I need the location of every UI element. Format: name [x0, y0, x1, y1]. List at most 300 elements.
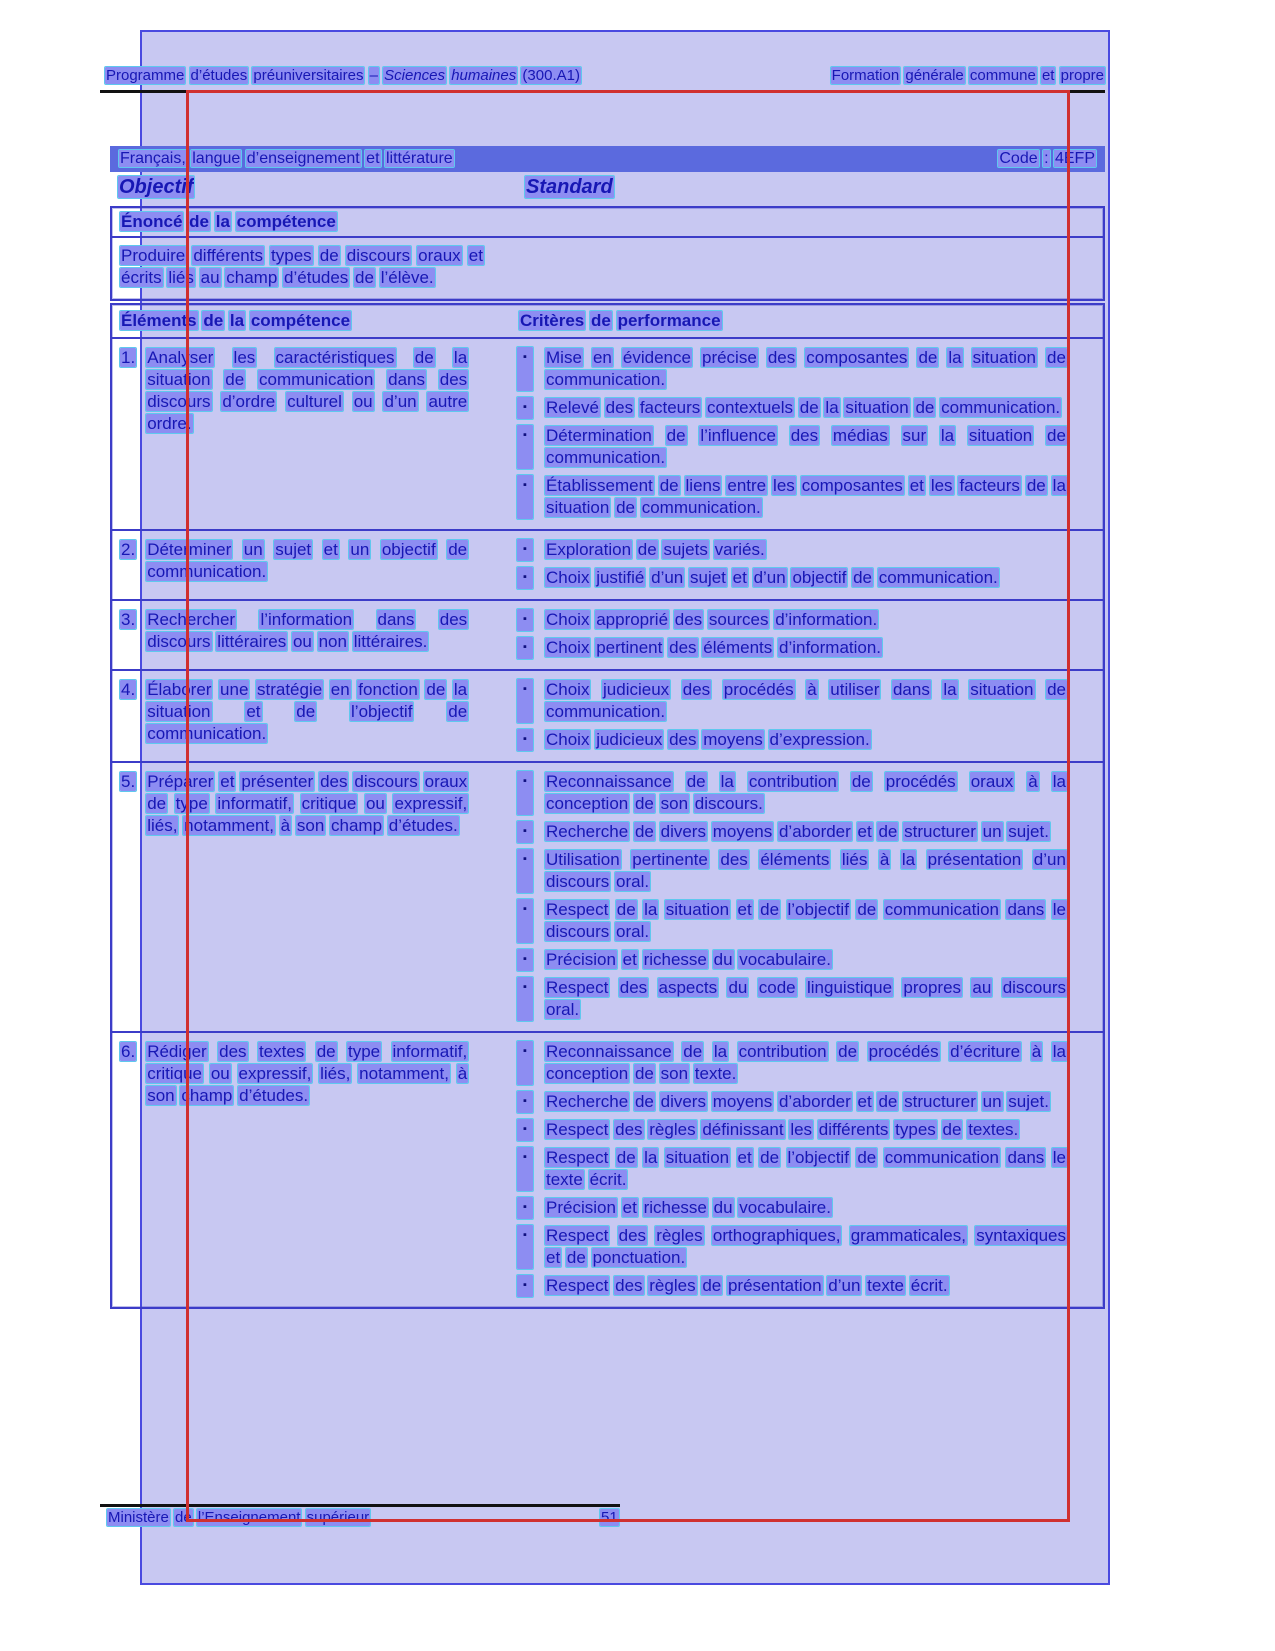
criterion-text — [545, 347, 1067, 391]
word-highlight-box: d’études. — [239, 1086, 309, 1105]
bullet-icon: ▪ — [517, 849, 533, 893]
word-highlight-box: notamment, — [184, 816, 274, 835]
word-highlight-box: du — [713, 1198, 733, 1217]
criterion-text — [545, 1091, 1067, 1113]
word-highlight-box: d’un — [384, 392, 417, 411]
footer-rule — [100, 1504, 620, 1507]
word-highlight-box: compétence — [236, 212, 336, 231]
criterion-text — [545, 1041, 1067, 1085]
table-header-row — [112, 305, 1103, 337]
word-highlight-box: dans — [1007, 1148, 1045, 1167]
word-highlight-box: sujet. — [1008, 1092, 1049, 1111]
word-highlight-box: situation — [665, 1148, 730, 1167]
word-highlight-box: moyens — [703, 730, 763, 749]
bullet-icon: ▪ — [517, 977, 533, 1021]
word-highlight-box: Reconnaissance — [546, 1042, 672, 1061]
word-highlight-box: les — [930, 476, 953, 495]
word-highlight-box: d’enseignement — [246, 150, 360, 167]
criteres-heading — [519, 311, 1103, 331]
word-highlight-box: facteurs — [959, 476, 1020, 495]
word-highlight-box: Formation — [831, 67, 900, 84]
word-highlight-box: de — [799, 398, 819, 417]
word-highlight-box: et — [857, 822, 872, 841]
word-highlight-box: du — [713, 950, 733, 969]
word-highlight-box: Standard — [526, 176, 613, 198]
criteria-cell — [517, 531, 1103, 599]
word-highlight-box: d’ordre — [222, 392, 276, 411]
word-highlight-box: discours — [354, 772, 418, 791]
word-highlight-box: Respect — [546, 1148, 609, 1167]
word-highlight-box: de — [760, 900, 780, 919]
word-highlight-box: de — [616, 498, 635, 517]
word-highlight-box: la — [948, 348, 962, 367]
word-highlight-box: Choix — [546, 680, 590, 699]
word-highlight-box: discours — [346, 246, 411, 265]
word-highlight-box: pertinente — [632, 850, 708, 869]
word-highlight-box: des — [439, 370, 468, 389]
word-highlight-box: communication. — [641, 498, 761, 517]
criterion-text — [545, 1147, 1067, 1191]
word-highlight-box: champ — [226, 268, 278, 287]
word-highlight-box: Recherche — [546, 822, 629, 841]
word-highlight-box: utiliser — [830, 680, 880, 699]
word-highlight-box: la — [825, 398, 839, 417]
word-highlight-box: des — [619, 978, 648, 997]
word-highlight-box: 1. — [121, 348, 136, 367]
word-highlight-box: liés, — [320, 1064, 351, 1083]
word-highlight-box: son — [296, 816, 325, 835]
word-highlight-box: liés — [841, 850, 868, 869]
word-highlight-box: types — [271, 246, 312, 265]
word-highlight-box: à — [457, 1064, 468, 1083]
word-highlight-box: situation — [147, 370, 211, 389]
word-highlight-box: 6. — [121, 1042, 136, 1061]
word-highlight-box: de — [634, 794, 654, 813]
word-highlight-box: présenter — [241, 772, 314, 791]
word-highlight-box: Respect — [546, 1120, 609, 1139]
word-highlight-box: de — [591, 311, 611, 330]
word-highlight-box: de — [637, 540, 657, 559]
word-highlight-box: compétence — [250, 311, 351, 330]
word-highlight-box: autre — [428, 392, 468, 411]
element-cell — [112, 671, 517, 761]
word-highlight-box: oral. — [546, 1000, 580, 1019]
word-highlight-box: Ministère — [108, 1509, 169, 1526]
word-highlight-box: Produire — [121, 246, 186, 265]
course-code — [998, 150, 1096, 168]
word-highlight-box: Programme — [106, 67, 185, 84]
word-highlight-box: la — [215, 212, 230, 231]
word-highlight-box: discours — [546, 872, 610, 891]
word-highlight-box: procédés — [868, 1042, 939, 1061]
word-highlight-box: sujet — [275, 540, 312, 559]
word-highlight-box: texte. — [694, 1064, 737, 1083]
word-highlight-box: Respect — [546, 1276, 609, 1295]
word-highlight-box: les — [790, 1120, 813, 1139]
word-highlight-box: la — [1052, 476, 1066, 495]
element-text — [146, 609, 468, 661]
criterion-text — [545, 949, 1067, 971]
criterion-item — [517, 1275, 1089, 1297]
word-highlight-box: discours — [147, 632, 211, 651]
word-highlight-box: de — [878, 822, 898, 841]
word-highlight-box: en — [330, 680, 350, 699]
word-highlight-box: caractéristiques — [275, 348, 395, 367]
criterion-text — [545, 1275, 1067, 1297]
word-highlight-box: la — [229, 311, 245, 330]
word-highlight-box: de — [203, 311, 224, 330]
word-highlight-box: expressif, — [394, 794, 468, 813]
word-highlight-box: de — [1047, 348, 1066, 367]
word-highlight-box: humaines — [451, 67, 517, 84]
word-highlight-box: de — [189, 212, 209, 231]
word-highlight-box: Français, — [120, 150, 186, 167]
word-highlight-box: d’aborder — [778, 822, 851, 841]
criterion-text — [545, 849, 1067, 893]
word-highlight-box: de — [702, 1276, 722, 1295]
word-highlight-box: textes. — [968, 1120, 1019, 1139]
word-highlight-box: de — [666, 426, 686, 445]
word-highlight-box: le — [1052, 1148, 1066, 1167]
word-highlight-box: l’influence — [700, 426, 776, 445]
word-highlight-box: au — [200, 268, 220, 287]
word-highlight-box: 5. — [121, 772, 136, 791]
word-highlight-box: Sciences — [384, 67, 446, 84]
word-highlight-box: et — [732, 568, 747, 587]
word-highlight-box: de — [760, 1148, 780, 1167]
word-highlight-box: de — [659, 476, 679, 495]
word-highlight-box: la — [901, 850, 916, 869]
word-highlight-box: l’objectif — [787, 900, 849, 919]
word-highlight-box: d’un — [828, 1276, 861, 1295]
word-highlight-box: communication. — [941, 398, 1061, 417]
word-highlight-box: éléments — [703, 638, 773, 657]
word-highlight-box: littéraires. — [353, 632, 428, 651]
word-highlight-box: des — [767, 348, 796, 367]
running-header-right — [822, 66, 1105, 86]
word-highlight-box: communication. — [546, 702, 666, 721]
word-highlight-box: situation — [972, 348, 1036, 367]
word-highlight-box: des — [605, 398, 634, 417]
word-highlight-box: : — [1044, 150, 1049, 167]
word-highlight-box: les — [233, 348, 256, 367]
bullet-icon: ▪ — [517, 1147, 533, 1191]
bullet-icon: ▪ — [517, 1091, 533, 1113]
table-row — [112, 761, 1103, 1031]
word-highlight-box: texte — [867, 1276, 905, 1295]
criterion-text — [545, 821, 1067, 843]
word-highlight-box: des — [615, 1276, 643, 1295]
word-highlight-box: de — [686, 772, 706, 791]
bullet-icon: ▪ — [517, 729, 533, 751]
bullet-icon: ▪ — [517, 949, 533, 971]
enonce-box — [110, 206, 1105, 301]
column-headings — [110, 176, 1105, 202]
word-highlight-box: d’études — [284, 268, 349, 287]
word-highlight-box: communication. — [147, 724, 267, 743]
word-highlight-box: situation — [970, 680, 1034, 699]
word-highlight-box: type — [348, 1042, 381, 1061]
word-highlight-box: vocabulaire. — [739, 1198, 831, 1217]
word-highlight-box: la — [943, 680, 957, 699]
word-highlight-box: fonction — [358, 680, 418, 699]
criterion-text — [545, 679, 1067, 723]
row-number — [120, 539, 136, 561]
word-highlight-box: des — [219, 1042, 247, 1061]
word-highlight-box: précise — [701, 348, 757, 367]
criterion-text — [545, 771, 1067, 815]
word-highlight-box: Établissement — [546, 476, 653, 495]
word-highlight-box: de — [175, 1509, 192, 1526]
word-highlight-box: oraux — [970, 772, 1014, 791]
word-highlight-box: propres — [903, 978, 962, 997]
table-row — [112, 1031, 1103, 1307]
word-highlight-box: objectif — [792, 568, 847, 587]
element-text — [146, 771, 468, 1023]
criterion-text — [545, 397, 1067, 419]
bullet-icon: ▪ — [517, 609, 533, 631]
word-highlight-box: Objectif — [119, 176, 194, 198]
word-highlight-box: 51 — [601, 1509, 618, 1526]
word-highlight-box: communication — [884, 900, 1000, 919]
word-highlight-box: de — [634, 1092, 654, 1111]
word-highlight-box: 3. — [121, 610, 136, 629]
word-highlight-box: richesse — [643, 950, 707, 969]
word-highlight-box: de — [634, 1064, 654, 1083]
word-highlight-box: expressif, — [238, 1064, 312, 1083]
word-highlight-box: un — [982, 822, 1002, 841]
word-highlight-box: oral. — [616, 872, 650, 891]
word-highlight-box: du — [728, 978, 748, 997]
word-highlight-box: la — [453, 680, 468, 699]
word-highlight-box: langue — [192, 150, 241, 167]
word-highlight-box: de — [915, 398, 935, 417]
word-highlight-box: Utilisation — [546, 850, 620, 869]
word-highlight-box: de — [851, 772, 871, 791]
word-highlight-box: règles — [656, 1226, 703, 1245]
word-highlight-box: de — [225, 370, 245, 389]
word-highlight-box: littérature — [385, 150, 453, 167]
running-header-left — [105, 66, 581, 86]
criterion-item — [517, 397, 1089, 419]
bullet-icon: ▪ — [517, 899, 533, 943]
word-highlight-box: la — [1052, 1042, 1066, 1061]
bullet-icon: ▪ — [517, 637, 533, 659]
word-highlight-box: de — [319, 246, 339, 265]
word-highlight-box: et — [909, 476, 924, 495]
word-highlight-box: Précision — [546, 950, 616, 969]
criterion-item — [517, 771, 1089, 815]
word-highlight-box: Recherche — [546, 1092, 629, 1111]
word-highlight-box: Exploration — [546, 540, 632, 559]
word-highlight-box: propre — [1060, 67, 1104, 84]
word-highlight-box: ordre. — [147, 414, 192, 433]
word-highlight-box: écrit. — [589, 1170, 627, 1189]
word-highlight-box: dans — [1007, 900, 1045, 919]
table-row — [112, 337, 1103, 529]
table-row — [112, 669, 1103, 761]
element-cell — [112, 1033, 517, 1307]
word-highlight-box: aspects — [658, 978, 718, 997]
word-highlight-box: l’information — [260, 610, 353, 629]
word-highlight-box: de — [448, 540, 468, 559]
bullet-icon: ▪ — [517, 679, 533, 723]
criterion-text — [545, 899, 1067, 943]
word-highlight-box: des — [720, 850, 748, 869]
word-highlight-box: en — [592, 348, 612, 367]
standard-heading — [525, 176, 614, 199]
word-highlight-box: de — [448, 702, 468, 721]
word-highlight-box: sources — [708, 610, 769, 629]
criterion-item — [517, 1119, 1089, 1141]
word-highlight-box: des — [618, 1226, 647, 1245]
word-highlight-box: Reconnaissance — [546, 772, 672, 791]
word-highlight-box: la — [720, 772, 734, 791]
word-highlight-box: de — [426, 680, 446, 699]
word-highlight-box: sur — [902, 426, 927, 445]
row-number — [120, 347, 136, 369]
word-highlight-box: Critères — [520, 311, 585, 330]
word-highlight-box: moyens — [712, 822, 773, 841]
word-highlight-box: textes — [258, 1042, 305, 1061]
word-highlight-box: syntaxiques — [976, 1226, 1066, 1245]
word-highlight-box: non — [318, 632, 347, 651]
word-highlight-box: communication. — [147, 562, 267, 581]
word-highlight-box: dans — [377, 610, 415, 629]
bullet-icon: ▪ — [517, 425, 533, 469]
word-highlight-box: contextuels — [707, 398, 794, 417]
word-highlight-box: ou — [292, 632, 312, 651]
word-highlight-box: Choix — [546, 638, 590, 657]
criterion-text — [545, 637, 1067, 659]
word-highlight-box: conception — [546, 794, 629, 813]
word-highlight-box: approprié — [596, 610, 669, 629]
word-highlight-box: facteurs — [639, 398, 701, 417]
criteria-cell — [517, 339, 1103, 529]
criterion-item — [517, 729, 1089, 751]
word-highlight-box: critique — [147, 1064, 202, 1083]
element-text — [146, 679, 468, 753]
word-highlight-box: type — [175, 794, 208, 813]
word-highlight-box: oral. — [616, 922, 650, 941]
element-text — [146, 539, 468, 591]
bullet-icon: ▪ — [517, 539, 533, 561]
word-highlight-box: différents — [818, 1120, 889, 1139]
word-highlight-box: présentation — [927, 850, 1022, 869]
word-highlight-box: son — [660, 794, 689, 813]
criterion-text — [545, 977, 1067, 1021]
bullet-icon: ▪ — [517, 821, 533, 843]
word-highlight-box: liés — [168, 268, 194, 287]
word-highlight-box: structurer — [904, 822, 976, 841]
element-text — [146, 1041, 468, 1299]
enonce-text — [112, 238, 492, 299]
word-highlight-box: Mise — [546, 348, 582, 367]
word-highlight-box: la — [940, 426, 955, 445]
word-highlight-box: de — [296, 702, 316, 721]
word-highlight-box: ponctuation. — [592, 1248, 686, 1267]
criterion-item — [517, 475, 1089, 519]
word-highlight-box: communication — [884, 1148, 1000, 1167]
criterion-text — [545, 1197, 1067, 1219]
competence-table — [110, 303, 1105, 1309]
word-highlight-box: de — [616, 1148, 636, 1167]
criterion-item — [517, 609, 1089, 631]
word-highlight-box: des — [669, 730, 697, 749]
word-highlight-box: communication. — [546, 370, 666, 389]
word-highlight-box: de — [316, 1042, 336, 1061]
criterion-text — [545, 567, 1067, 589]
criteria-cell — [517, 763, 1103, 1031]
criterion-text — [545, 475, 1067, 519]
criterion-item — [517, 977, 1089, 1021]
bullet-icon: ▪ — [517, 1041, 533, 1085]
word-highlight-box: ou — [353, 392, 373, 411]
word-highlight-box: et — [737, 1148, 752, 1167]
word-highlight-box: la — [1052, 772, 1066, 791]
word-highlight-box: divers — [660, 1092, 706, 1111]
word-highlight-box: Énoncé — [121, 212, 183, 231]
word-highlight-box: judicieux — [596, 730, 663, 749]
page-number — [600, 1508, 619, 1528]
bullet-icon: ▪ — [517, 567, 533, 589]
word-highlight-box: les — [773, 476, 795, 495]
enonce-heading — [112, 208, 1103, 238]
word-highlight-box: structurer — [904, 1092, 976, 1111]
word-highlight-box: texte — [546, 1170, 583, 1189]
word-highlight-box: informatif, — [392, 1042, 468, 1061]
header-program-code — [521, 67, 581, 84]
word-highlight-box: champ — [331, 816, 383, 835]
word-highlight-box: situation — [845, 398, 909, 417]
word-highlight-box: des — [615, 1120, 643, 1139]
word-highlight-box: vocabulaire. — [739, 950, 831, 969]
word-highlight-box: à — [1028, 772, 1038, 791]
word-highlight-box: d’un — [1033, 850, 1066, 869]
bullet-icon: ▪ — [517, 1119, 533, 1141]
criterion-text — [545, 1119, 1067, 1141]
word-highlight-box: procédés — [723, 680, 794, 699]
word-highlight-box: contribution — [738, 1042, 827, 1061]
word-highlight-box: dans — [892, 680, 930, 699]
word-highlight-box: objectif — [381, 540, 436, 559]
table-row — [112, 599, 1103, 669]
word-highlight-box: de — [147, 794, 167, 813]
word-highlight-box: à — [1031, 1042, 1042, 1061]
word-highlight-box: la — [713, 1042, 728, 1061]
word-highlight-box: judicieux — [603, 680, 670, 699]
word-highlight-box: son — [147, 1086, 175, 1105]
word-highlight-box: Analyser — [147, 348, 214, 367]
word-highlight-box: de — [838, 1042, 858, 1061]
word-highlight-box: Élaborer — [147, 680, 212, 699]
word-highlight-box: code — [758, 978, 796, 997]
row-number — [120, 609, 136, 631]
word-highlight-box: 4. — [121, 680, 136, 699]
word-highlight-box: présentation — [727, 1276, 822, 1295]
table-rows — [112, 337, 1103, 1307]
word-highlight-box: d’aborder — [778, 1092, 851, 1111]
word-highlight-box: situation — [546, 498, 610, 517]
word-highlight-box: des — [320, 772, 348, 791]
criterion-item — [517, 567, 1089, 589]
criteria-cell — [517, 671, 1103, 761]
word-highlight-box: de — [566, 1248, 586, 1267]
word-highlight-box: 2. — [121, 540, 136, 559]
criterion-item — [517, 821, 1089, 843]
word-highlight-box: Rechercher — [147, 610, 236, 629]
word-highlight-box: Précision — [546, 1198, 616, 1217]
